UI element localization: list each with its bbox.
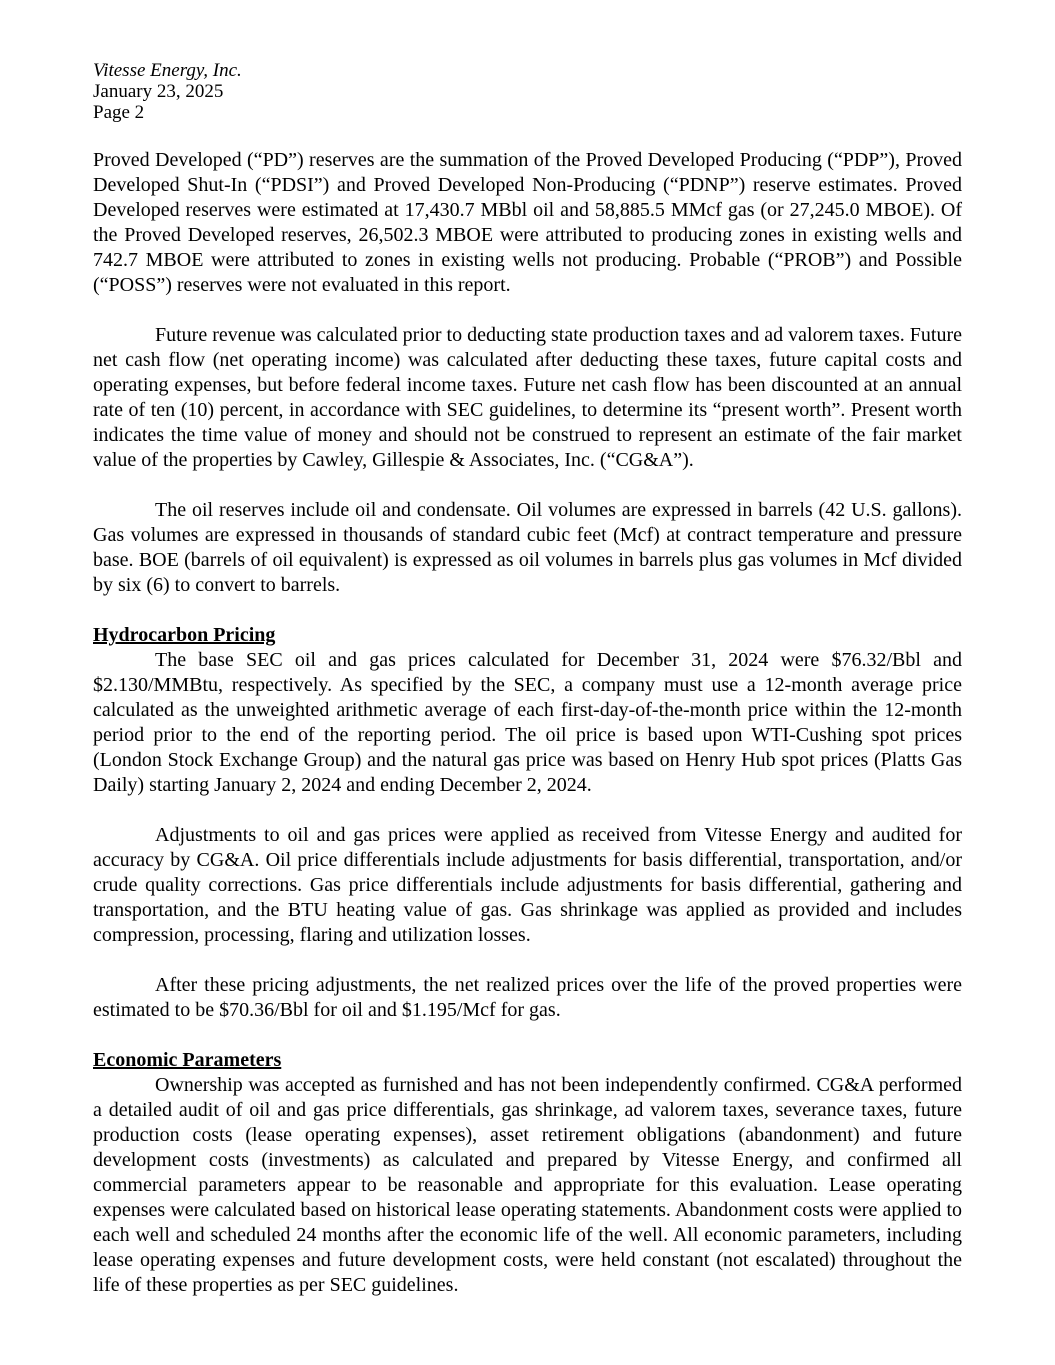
company-name: Vitesse Energy, Inc. (93, 60, 242, 81)
document-date: January 23, 2025 (93, 81, 224, 102)
section-heading-economic-parameters: Economic Parameters (93, 1049, 282, 1071)
paragraph-base-sec-prices: The base SEC oil and gas prices calculated for December 31, 2024 were $76.32/Bbl and $2.130/MMBtu, respectively. As specified by the SEC, a company must use a 12-month average price calculated as the unweighted arithmetic average of each first-day-of-the-month price within the 12-month period prior to the end of the reporting period. The oil price is based upon WTI-Cushing spot prices (London Stock Exchange Group) and the natural gas price was based on Henry Hub spot prices (Platts Gas Daily) starting January 2, 2024 and ending December 2, 2024. (93, 649, 962, 796)
paragraph-economic-parameters: Ownership was accepted as furnished and has not been independently confirmed. CG&A performed a detailed audit of oil and gas price differentials, gas shrinkage, ad valorem taxes, severance taxes, future production costs (lease operating expenses), asset retirement obligations (abandonment) and future development costs (investments) as calculated and prepared by Vitesse Energy, and confirmed all commercial parameters appear to be reasonable and appropriate for this evaluation. Lease operating expenses were calculated based on historical lease operating statements. Abandonment costs were applied to each well and scheduled 24 months after the economic life of the well. All economic parameters, including lease operating expenses and future development costs, were held constant (not escalated) throughout the life of these properties as per SEC guidelines. (93, 1074, 962, 1296)
document-header (93, 60, 962, 123)
paragraph-proved-developed: Proved Developed (“PD”) reserves are the summation of the Proved Developed Producing (“PDP”), Proved Developed Shut-In (“PDSI”) and Proved Developed Non-Producing (“PDNP”) reserve estimates. Proved Developed reserves were estimated at 17,430.7 MBbl oil and 58,885.5 MMcf gas (or 27,245.0 MBOE). Of the Proved Developed reserves, 26,502.3 MBOE were attributed to producing zones in existing wells and 742.7 MBOE were attributed to zones in existing wells not producing. Probable (“PROB”) and Possible (“POSS”) reserves were not evaluated in this report. (93, 149, 962, 296)
paragraph-net-realized-prices: After these pricing adjustments, the net realized prices over the life of the proved properties were estimated to be $70.36/Bbl for oil and $1.195/Mcf for gas. (93, 974, 962, 1021)
paragraph-price-adjustments: Adjustments to oil and gas prices were applied as received from Vitesse Energy and audited for accuracy by CG&A. Oil price differentials include adjustments for basis differential, transportation, and/or crude quality corrections. Gas price differentials include adjustments for basis differential, gathering and transportation, and the BTU heating value of gas. Gas shrinkage was applied as provided and includes compression, processing, flaring and utilization losses. (93, 824, 962, 946)
section-heading-hydrocarbon-pricing: Hydrocarbon Pricing (93, 624, 276, 646)
paragraph-future-revenue: Future revenue was calculated prior to deducting state production taxes and ad valorem taxes. Future net cash flow (net operating income) was calculated after deducting these taxes, future capital costs and operating expenses, but before federal income taxes. Future net cash flow has been discounted at an annual rate of ten (10) percent, in accordance with SEC guidelines, to determine its “present worth”. Present worth indicates the time value of money and should not be construed to represent an estimate of the fair market value of the properties by Cawley, Gillespie & Associates, Inc. (“CG&A”). (93, 324, 962, 471)
page-number: Page 2 (93, 102, 145, 123)
paragraph-oil-reserves: The oil reserves include oil and condensate. Oil volumes are expressed in barrels (42 U.S. gallons). Gas volumes are expressed in thousands of standard cubic feet (Mcf) at contract temperature and pressure base. BOE (barrels of oil equivalent) is expressed as oil volumes in barrels plus gas volumes in Mcf divided by six (6) to convert to barrels. (93, 499, 962, 596)
